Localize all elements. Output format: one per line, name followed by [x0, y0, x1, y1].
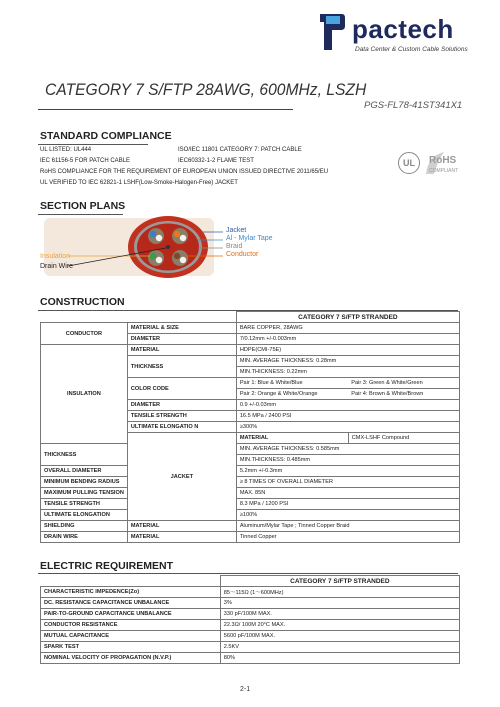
color-pair-3: Pair 3: Green & White/Green [348, 378, 459, 389]
pair-bottom-right [172, 250, 188, 266]
electric-table [40, 575, 460, 664]
pair-bottom-left [148, 250, 164, 266]
row-value: HDPE(CMI-75E) [236, 345, 459, 356]
row-value: 3% [220, 598, 459, 609]
row-label: MATERIAL [236, 433, 348, 444]
construction-heading: CONSTRUCTION [40, 296, 125, 308]
label-insulation: Insulation [40, 253, 70, 260]
row-value: CMX-LSHF Compound [348, 433, 459, 444]
section-plans-heading: SECTION PLANS [40, 200, 126, 212]
row-label: MAXIMUM PULLING TENSION [41, 488, 128, 499]
row-value: MAX. 85N [236, 488, 459, 499]
rohs-compliant-label: COMPLIANT [429, 168, 459, 174]
color-pair-1: Pair 1: Blue & White/Blue [236, 378, 348, 389]
pair-top-right [172, 228, 188, 244]
color-pair-2: Pair 2: Orange & White/Orange [236, 389, 348, 400]
table-row [41, 598, 460, 609]
table-row [41, 653, 460, 664]
row-label: THICKNESS [127, 356, 236, 378]
row-label: CHARACTERISTIC IMPEDENCE(Zo) [41, 587, 221, 598]
rohs-mark: RoHS [429, 155, 457, 166]
group-drain-wire: DRAIN WIRE [41, 532, 128, 543]
electric-table-header: CATEGORY 7 S/FTP STRANDED [220, 576, 459, 587]
color-pair-4: Pair 4: Brown & White/Brown [348, 389, 459, 400]
table-row [41, 477, 460, 488]
row-label: MATERIAL [127, 532, 236, 543]
document-title: CATEGORY 7 S/FTP 28AWG, 600MHz, LSZH [45, 80, 367, 99]
row-value: Aluminum/Mylar Tape ; Tinned Copper Braid [236, 521, 459, 532]
table-row [41, 312, 460, 323]
table-row [41, 576, 460, 587]
row-label: DIAMETER [127, 334, 236, 345]
row-value: 22.3Ω/ 100M 20°C MAX. [220, 620, 459, 631]
table-row [41, 488, 460, 499]
electric-requirement-heading: ELECTRIC REQUIREMENT [40, 560, 174, 572]
row-value: MIN. AVERAGE THICKNESS: 0.585mm [236, 444, 459, 455]
table-row [41, 532, 460, 543]
part-number: PGS-FL78-41ST341X1 [364, 100, 463, 111]
row-label: THICKNESS [41, 444, 128, 466]
row-value: ≥100% [236, 510, 459, 521]
row-label: MATERIAL [127, 521, 236, 532]
label-braid: Braid [226, 243, 243, 250]
row-value: 80% [220, 653, 459, 664]
table-row [41, 510, 460, 521]
standard-compliance-heading: STANDARD COMPLIANCE [40, 130, 172, 142]
label-drain-wire: Drain Wire [40, 263, 74, 270]
row-value: 2.5KV [220, 642, 459, 653]
row-label: TENSILE STRENGTH [41, 499, 128, 510]
row-label: SPARK TEST [41, 642, 221, 653]
construction-table [40, 311, 460, 543]
compliance-iec61156: IEC 61156-5 FOR PATCH CABLE [40, 158, 131, 164]
row-value: ≥300% [236, 422, 459, 433]
compliance-iec60332: IEC60332-1-2 FLAME TEST [178, 158, 254, 164]
row-label: ULTIMATE ELONGATION [41, 510, 128, 521]
table-row [41, 620, 460, 631]
group-conductor: CONDUCTOR [41, 323, 128, 345]
row-value: 330 pF/100M MAX. [220, 609, 459, 620]
row-label: CONDUCTOR RESISTANCE [41, 620, 221, 631]
row-value: 16.5 MPa / 2400 PSI [236, 411, 459, 422]
table-row [41, 631, 460, 642]
table-row [41, 466, 460, 477]
row-label: COLOR CODE [127, 378, 236, 400]
standard-compliance-underline [38, 144, 148, 145]
cable-cross-section-diagram [38, 212, 288, 282]
electric-underline [38, 573, 458, 574]
table-row [41, 642, 460, 653]
row-value: 7/0.12mm +/-0.003mm [236, 334, 459, 345]
table-row [41, 323, 460, 334]
row-value: MIN.THICKNESS: 0.22mm [236, 367, 459, 378]
row-value: MIN. AVERAGE THICKNESS: 0.28mm [236, 356, 459, 367]
compliance-rohs: RoHS COMPLIANCE FOR THE REQUIREMENT OF EUROPEAN UNION ISSUED DIRECTIVE 2011/65/EU [40, 169, 329, 175]
row-label: MATERIAL & SIZE [127, 323, 236, 334]
row-value: BARE COPPER, 28AWG [236, 323, 459, 334]
row-label: TENSILE STRENGTH [127, 411, 236, 422]
page-number: 2-1 [240, 686, 251, 693]
pactech-logo-icon [318, 12, 346, 52]
table-row [41, 609, 460, 620]
table-row [41, 444, 460, 455]
construction-table-header: CATEGORY 7 S/FTP STRANDED [236, 312, 459, 323]
row-value: 5600 pF/100M MAX. [220, 631, 459, 642]
row-value: MIN.THICKNESS: 0.485mm [236, 455, 459, 466]
table-row [41, 587, 460, 598]
table-row [41, 521, 460, 532]
label-conductor: Conductor [226, 251, 259, 258]
group-shielding: SHIELDING [41, 521, 128, 532]
row-label: PAIR-TO-GROUND CAPACITANCE UNBALANCE [41, 609, 221, 620]
table-row [41, 345, 460, 356]
group-insulation: INSULATION [41, 345, 128, 444]
row-value: ≥ 8 TIMES OF OVERALL DIAMETER [236, 477, 459, 488]
brand-tagline: Data Center & Custom Cable Solutions [355, 46, 468, 53]
row-label: MUTUAL CAPACITANCE [41, 631, 221, 642]
pair-top-left [148, 228, 164, 244]
compliance-iso11801: ISO/IEC 11801 CATEGORY 7: PATCH CABLE [178, 147, 302, 153]
group-jacket: JACKET [127, 433, 236, 521]
table-row [41, 499, 460, 510]
row-label: OVERALL DIAMETER [41, 466, 128, 477]
row-label: DC. RESISTANCE CAPACITANCE UNBALANCE [41, 598, 221, 609]
row-value: 85～115Ω (1～600MHz) [220, 587, 459, 598]
row-label: ULTIMATE ELONGATIO N [127, 422, 236, 433]
row-label: MATERIAL [127, 345, 236, 356]
row-label: MINIMUM BENDING RADIUS [41, 477, 128, 488]
label-jacket: Jacket [226, 227, 247, 234]
compliance-iec62821: UL VERIFIED TO IEC 62821-1 LSHF(Low-Smoke-Halogen-Free) JACKET [40, 180, 238, 186]
row-value: 8.3 MPa / 1200 PSI [236, 499, 459, 510]
row-value: Tinned Copper [236, 532, 459, 543]
row-label: DIAMETER [127, 400, 236, 411]
row-value: 5.2mm +/-0.3mm [236, 466, 459, 477]
row-value: 0.9 +/-0.03mm [236, 400, 459, 411]
row-label: NOMINAL VELOCITY OF PROPAGATION (N.V.P.) [41, 653, 221, 664]
label-al-mylar: Al - Mylar Tape [226, 235, 273, 242]
ul-mark-icon: UL [398, 152, 420, 174]
compliance-ul444: UL LISTED: UL444 [40, 147, 92, 153]
title-divider [38, 109, 293, 110]
brand-name: pactech [352, 14, 454, 44]
